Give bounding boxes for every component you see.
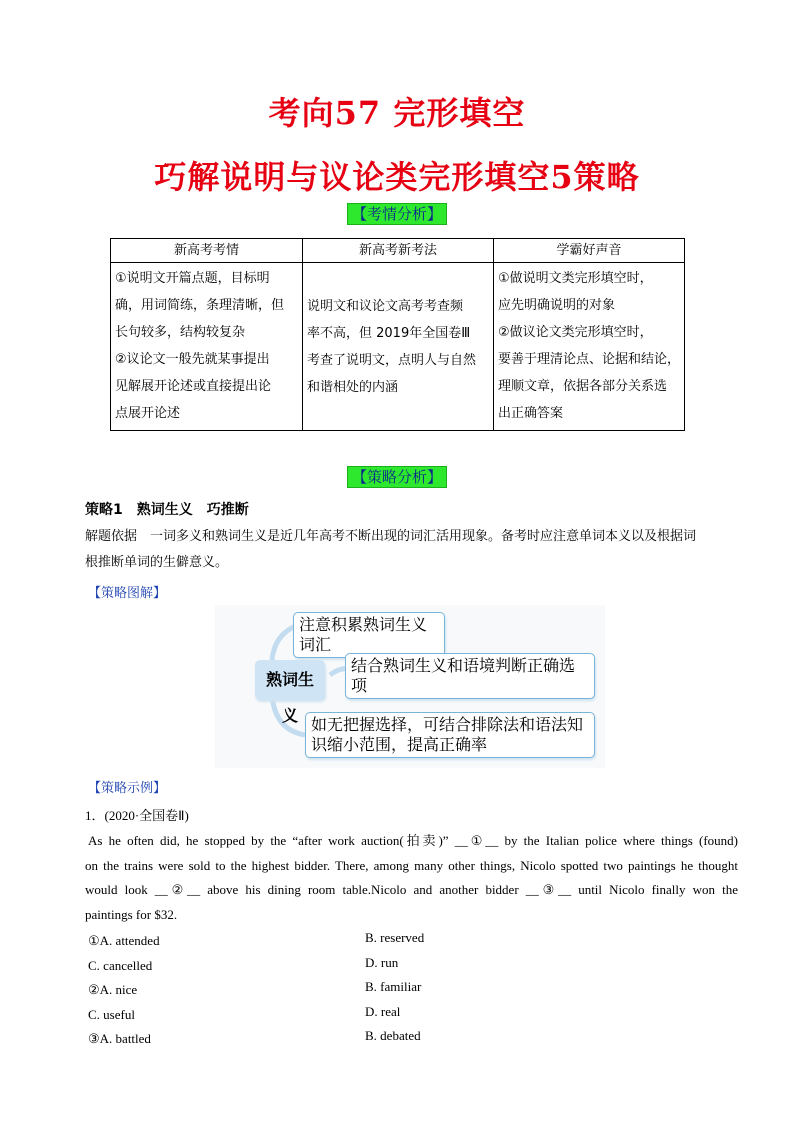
- strategy-heading: 策略1 熟词生义 巧推断: [85, 502, 249, 518]
- option-row: C. useful D. real: [88, 1003, 401, 1022]
- diagram-branch-node: 结合熟词生义和语境判断正确选项: [345, 653, 595, 699]
- strategy-diagram: [215, 605, 605, 768]
- basis-text: 解题依据 一词多义和熟词生义是近几年高考不断出现的词汇活用现象。备考时应注意单词本义以及根据词: [85, 529, 697, 544]
- options-list: [88, 930, 488, 1053]
- passage-line: on the trains were sold to the highest bidder. There, among many other things, Nicolo spotted two paintings he thought: [85, 857, 738, 873]
- diagram-branch-node: 注意积累熟词生义词汇: [293, 612, 445, 658]
- option-row: ①A. attended B. reserved: [88, 930, 425, 948]
- table-header: 新高考新考法: [303, 239, 494, 263]
- page-subtitle: 巧解说明与议论类完形填空5策略: [154, 158, 640, 196]
- question-number: 1．(2020·全国卷Ⅱ): [85, 808, 189, 823]
- option-row: C. cancelled D. run: [88, 954, 399, 973]
- passage-line: As he often did, he stopped by the “after work auction(拍卖)” __①__ by the Italian police where things (found): [88, 833, 738, 848]
- section-tag-strategy: 【策略分析】: [347, 466, 447, 488]
- analysis-table: [110, 238, 685, 431]
- table-cell: 说明文和议论文高考考查频 率不高，但 2019年全国卷Ⅲ 考查了说明文，点明人与自然 和谐相处的内涵: [303, 263, 494, 431]
- example-label: 【策略示例】: [88, 781, 167, 796]
- section-tag-analysis: 【考情分析】: [347, 203, 447, 225]
- table-cell: ①做说明文类完形填空时， 应先明确说明的对象 ②做议论文类完形填空时， 要善于理清论点、论据和结论， 理顺文章，依据各部分关系选 出正确答案: [494, 263, 685, 431]
- basis-text-cont: 根推断单词的生僻意义。: [85, 555, 229, 570]
- passage-line: paintings for $32.: [85, 906, 178, 922]
- option-row: ③A. battled B. debated: [88, 1028, 421, 1046]
- option-row: ②A. nice B. familiar: [88, 979, 422, 997]
- passage: [85, 829, 738, 927]
- page-title: 考向57 完形填空: [268, 94, 526, 132]
- table-header: 学霸好声音: [494, 239, 685, 263]
- table-cell: ①说明文开篇点题，目标明 确，用词简练，条理清晰，但 长句较多，结构较复杂 ②议论文一般先就某事提出 见解展开论述或直接提出论 点展开论述: [111, 263, 303, 431]
- passage-line: would look __②__ above his dining room table.Nicolo and another bidder __③__ until Nicolo finally won the: [85, 882, 738, 897]
- diagram-label: 【策略图解】: [88, 586, 167, 601]
- table-header: 新高考考情: [111, 239, 303, 263]
- diagram-center-node: 熟词生义: [255, 660, 325, 700]
- diagram-branch-node: 如无把握选择，可结合排除法和语法知识缩小范围，提高正确率: [305, 712, 595, 758]
